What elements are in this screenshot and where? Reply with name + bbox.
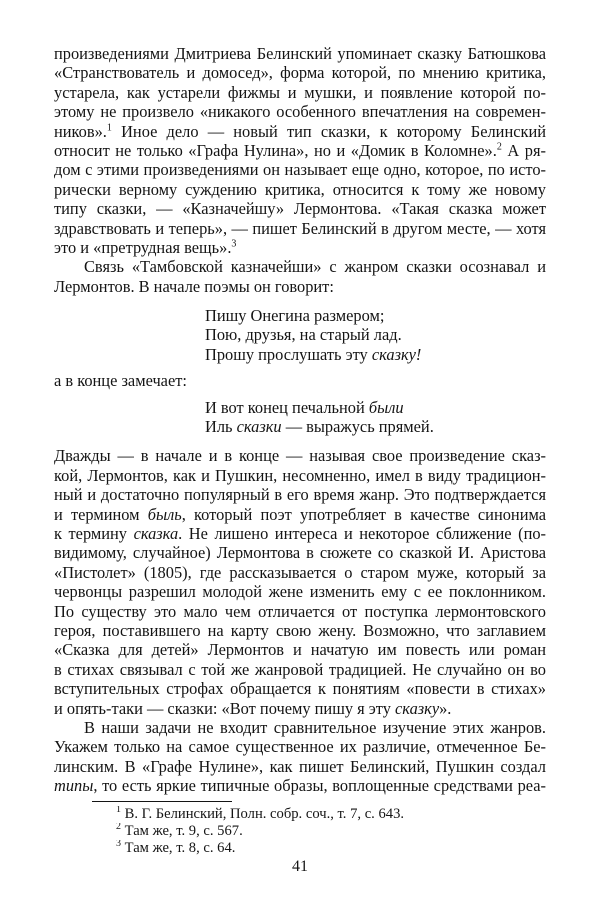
footnote-number: 2 bbox=[116, 823, 121, 833]
verse-line bbox=[205, 345, 546, 364]
text-line: в стихах связывал с той же жанровой традицией. Не случайно он во bbox=[54, 659, 546, 679]
text-line: По существу это мало чем отличается от поступка лермонтовского bbox=[54, 601, 546, 621]
paragraph-2 bbox=[54, 257, 546, 296]
text-line bbox=[54, 238, 546, 257]
text-line: произведениями Дмитриева Белинский упоминает сказку Батюшкова bbox=[54, 44, 546, 63]
text-line: дом с этими произведениями он называет еще одно, которое, по исто- bbox=[54, 160, 546, 180]
text-span: А ря- bbox=[507, 140, 546, 160]
italic-text: сказку! bbox=[371, 344, 422, 364]
verse-line bbox=[205, 417, 546, 436]
page-number: 41 bbox=[292, 858, 308, 875]
page-body bbox=[54, 44, 546, 856]
italic-text: типы bbox=[54, 776, 94, 796]
footnote-text: Там же, т. 8, с. 64. bbox=[124, 839, 236, 856]
text-span: , который поэт употребляет в качестве синонима bbox=[181, 504, 546, 524]
text-line: рически верному суждению критика, относится к тому же новому bbox=[54, 179, 546, 199]
text-line bbox=[54, 699, 546, 718]
footnote bbox=[116, 840, 546, 857]
footnote-mark: 3 bbox=[231, 238, 237, 250]
verse-quote-1 bbox=[54, 306, 546, 364]
footnote-mark: 1 bbox=[106, 122, 112, 134]
paragraph-4 bbox=[54, 718, 546, 796]
text-span: и опять-таки — сказки: «Вот почему пишу я эту bbox=[54, 698, 396, 718]
text-span: это и «претрудная вещь». bbox=[54, 237, 232, 257]
text-line bbox=[54, 524, 546, 543]
paragraph-3 bbox=[54, 446, 546, 717]
text-span: Иное дело — новый тип сказки, к которому Белинский bbox=[121, 121, 546, 141]
footnote bbox=[116, 823, 546, 840]
text-line: героя, поставившего на карту свою жену. Возможно, что заглавием bbox=[54, 620, 546, 640]
footnote-text: Там же, т. 9, с. 567. bbox=[124, 823, 243, 840]
text-span: . Не лишено интереса и некоторое сближение (по- bbox=[178, 523, 546, 543]
italic-text: сказка bbox=[133, 523, 179, 543]
text-line: типу сказки, — «Казначейшу» Лермонтова. «Такая сказка может bbox=[54, 199, 546, 219]
text-line bbox=[54, 776, 546, 795]
text-line: ный и достаточно популярный в его время жанр. Это подтверждается bbox=[54, 485, 546, 505]
text-line: Лермонтов. В начале поэмы он говорит: bbox=[54, 276, 334, 296]
text-line: вступительных строфах обращается к понятиям «повести в стихах» bbox=[54, 679, 546, 699]
text-span: , то есть яркие типичные образы, воплощенные средствами реа- bbox=[93, 776, 546, 796]
text-span: к термину bbox=[54, 523, 134, 543]
text-line bbox=[54, 122, 546, 141]
paragraph-1 bbox=[54, 44, 546, 257]
text-line: здравствовать и теперь», — пишет Белинский в другом месте, — хотя bbox=[54, 218, 546, 238]
text-line: Дважды — в начале и в конце — называя свое произведение сказ- bbox=[54, 446, 546, 466]
text-line: «Странствователь и домосед», форма которой, по мнению критика, bbox=[54, 63, 546, 83]
text-line: линским. В «Графе Нулине», как пишет Белинский, Пушкин создал bbox=[54, 756, 546, 776]
text-line bbox=[54, 505, 546, 524]
text-line: Связь «Тамбовской казначейши» с жанром сказки осознавал и bbox=[84, 257, 546, 277]
verse-line bbox=[205, 398, 546, 417]
text-span: И вот конец печальной bbox=[205, 397, 369, 417]
text-span: и термином bbox=[54, 504, 148, 524]
text-line: устарела, как устарели фижмы и мушки, и появление которой по- bbox=[54, 82, 546, 102]
text-line: видимому, случайное) Лермонтова в сюжете со сказкой И. Аристова bbox=[54, 543, 546, 563]
footnote bbox=[116, 806, 546, 823]
text-line: «Пистолет» (1805), где рассказывается о старом муже, который за bbox=[54, 562, 546, 582]
footnote-number: 3 bbox=[116, 839, 121, 849]
italic-text: сказки bbox=[236, 417, 282, 437]
text-line: Укажем только на самое существенное их различие, отмеченное Бе- bbox=[54, 737, 546, 757]
footnotes bbox=[54, 806, 546, 856]
footnote-mark: 2 bbox=[496, 141, 502, 153]
italic-text: сказку bbox=[395, 698, 440, 718]
text-span: Прошу прослушать эту bbox=[205, 344, 372, 364]
text-span: ». bbox=[439, 698, 452, 718]
text-line: а в конце замечает: bbox=[54, 371, 187, 391]
text-span: ников». bbox=[54, 121, 107, 141]
text-line: этому не произвело «никакого особенного впечатления на современ- bbox=[54, 102, 546, 122]
footnote-text: В. Г. Белинский, Полн. собр. соч., т. 7, с. 643. bbox=[124, 806, 405, 823]
verse-line: Пою, друзья, на старый лад. bbox=[205, 325, 402, 345]
text-span: относит не только «Графа Нулина», но и «Домик в Коломне». bbox=[54, 140, 497, 160]
text-line: В наши задачи не входит сравнительное изучение этих жанров. bbox=[84, 717, 546, 737]
text-span: Иль bbox=[205, 417, 237, 437]
text-line bbox=[54, 141, 546, 160]
italic-text: были bbox=[368, 397, 404, 417]
text-span: — выражусь прямей. bbox=[281, 417, 434, 437]
verse-line: Пишу Онегина размером; bbox=[205, 306, 385, 326]
footnote-number: 1 bbox=[116, 806, 121, 816]
italic-text: быль bbox=[147, 504, 182, 524]
text-line: кой, Лермонтов, как и Пушкин, несомненно, имел в виду традицион- bbox=[54, 465, 546, 485]
footnote-divider bbox=[92, 801, 232, 802]
verse-quote-2 bbox=[54, 398, 546, 437]
text-line: «Сказка для детей» Лермонтов и начатую им повесть или роман bbox=[54, 640, 546, 660]
text-line: червонцы разрешил молодой жене изменить ему с ее поклонником. bbox=[54, 582, 546, 602]
